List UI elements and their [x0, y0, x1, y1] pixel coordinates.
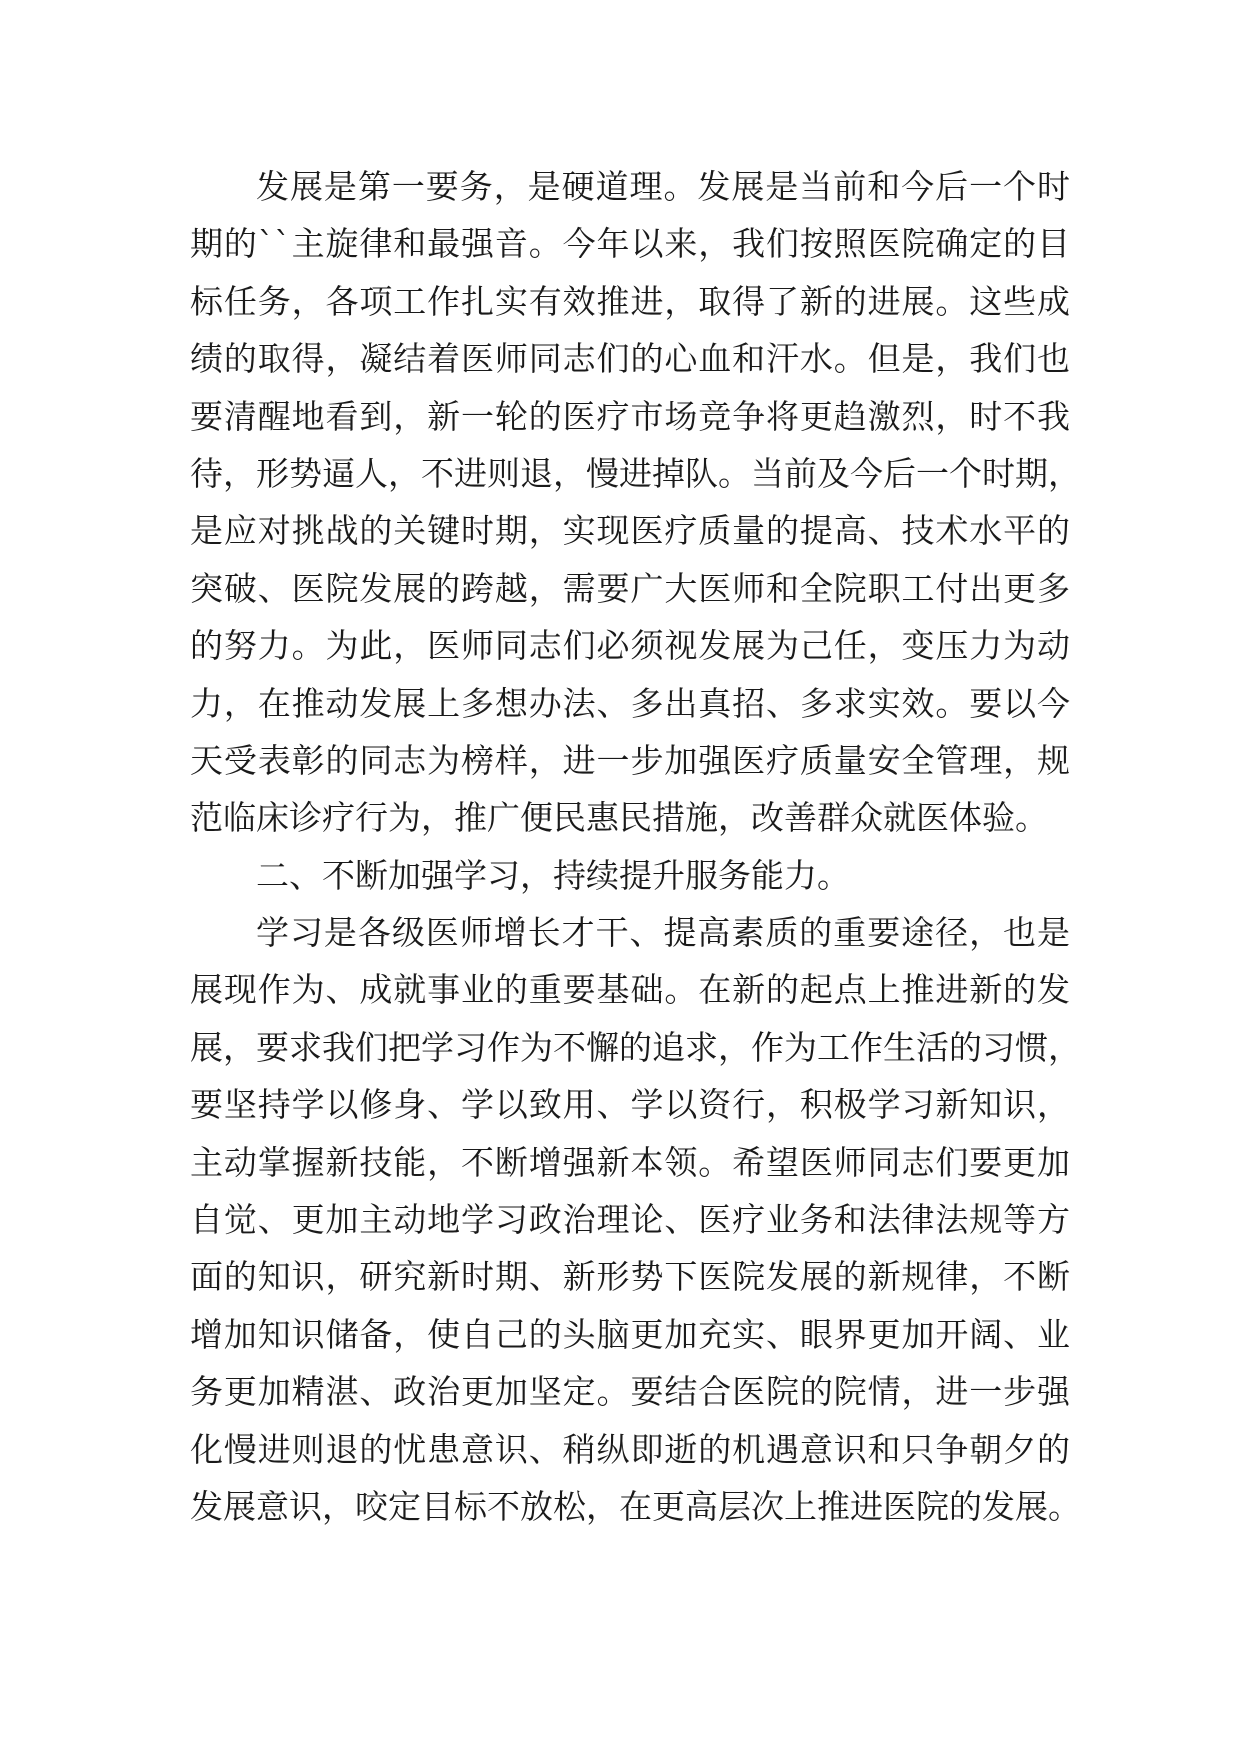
paragraph-line: 学习是各级医师增长才干、提高素质的重要途径，也是 — [256, 913, 1070, 953]
paragraph-line: 化慢进则退的忧患意识、稍纵即逝的机遇意识和只争朝夕的 — [190, 1429, 1070, 1469]
section-heading: 二、不断加强学习，持续提升服务能力。 — [256, 855, 850, 895]
paragraph-line: 期的``主旋律和最强音。今年以来，我们按照医院确定的目 — [190, 224, 1070, 264]
body-text — [190, 158, 1081, 1535]
paragraph-line: 绩的取得，凝结着医师同志们的心血和汗水。但是，我们也 — [190, 339, 1070, 379]
paragraph-line: 待，形势逼人，不进则退，慢进掉队。当前及今后一个时期， — [190, 453, 1081, 493]
paragraph-line: 是应对挑战的关键时期，实现医疗质量的提高、技术水平的 — [190, 511, 1070, 551]
paragraph-line: 要坚持学以修身、学以致用、学以资行，积极学习新知识， — [190, 1085, 1070, 1125]
paragraph-line: 要清醒地看到，新一轮的医疗市场竞争将更趋激烈，时不我 — [190, 396, 1070, 436]
paragraph-line: 主动掌握新技能，不断增强新本领。希望医师同志们要更加 — [190, 1142, 1070, 1182]
paragraph-line: 发展是第一要务，是硬道理。发展是当前和今后一个时 — [256, 167, 1070, 206]
paragraph-line: 展现作为、成就事业的重要基础。在新的起点上推进新的发 — [190, 970, 1070, 1010]
paragraph-line: 面的知识，研究新时期、新形势下医院发展的新规律，不断 — [190, 1257, 1070, 1297]
paragraph-line: 自觉、更加主动地学习政治理论、医疗业务和法律法规等方 — [190, 1200, 1070, 1240]
paragraph-line: 力，在推动发展上多想办法、多出真招、多求实效。要以今 — [190, 683, 1070, 723]
paragraph-line: 增加知识储备，使自己的头脑更加充实、眼界更加开阔、业 — [190, 1314, 1070, 1354]
paragraph-line: 突破、医院发展的跨越，需要广大医师和全院职工付出更多 — [190, 568, 1070, 608]
paragraph-line: 务更加精湛、政治更加坚定。要结合医院的院情，进一步强 — [190, 1372, 1070, 1412]
paragraph-line: 标任务，各项工作扎实有效推进，取得了新的进展。这些成 — [190, 281, 1070, 321]
paragraph-line: 范临床诊疗行为，推广便民惠民措施，改善群众就医体验。 — [190, 798, 1048, 838]
paragraph-line: 发展意识，咬定目标不放松，在更高层次上推进医院的发展。 — [190, 1486, 1081, 1526]
paragraph-line: 展，要求我们把学习作为不懈的追求，作为工作生活的习惯， — [190, 1027, 1081, 1067]
paragraph-line: 的努力。为此，医师同志们必须视发展为己任，变压力为动 — [190, 626, 1070, 666]
paragraph-line: 天受表彰的同志为榜样，进一步加强医疗质量安全管理，规 — [190, 740, 1070, 780]
